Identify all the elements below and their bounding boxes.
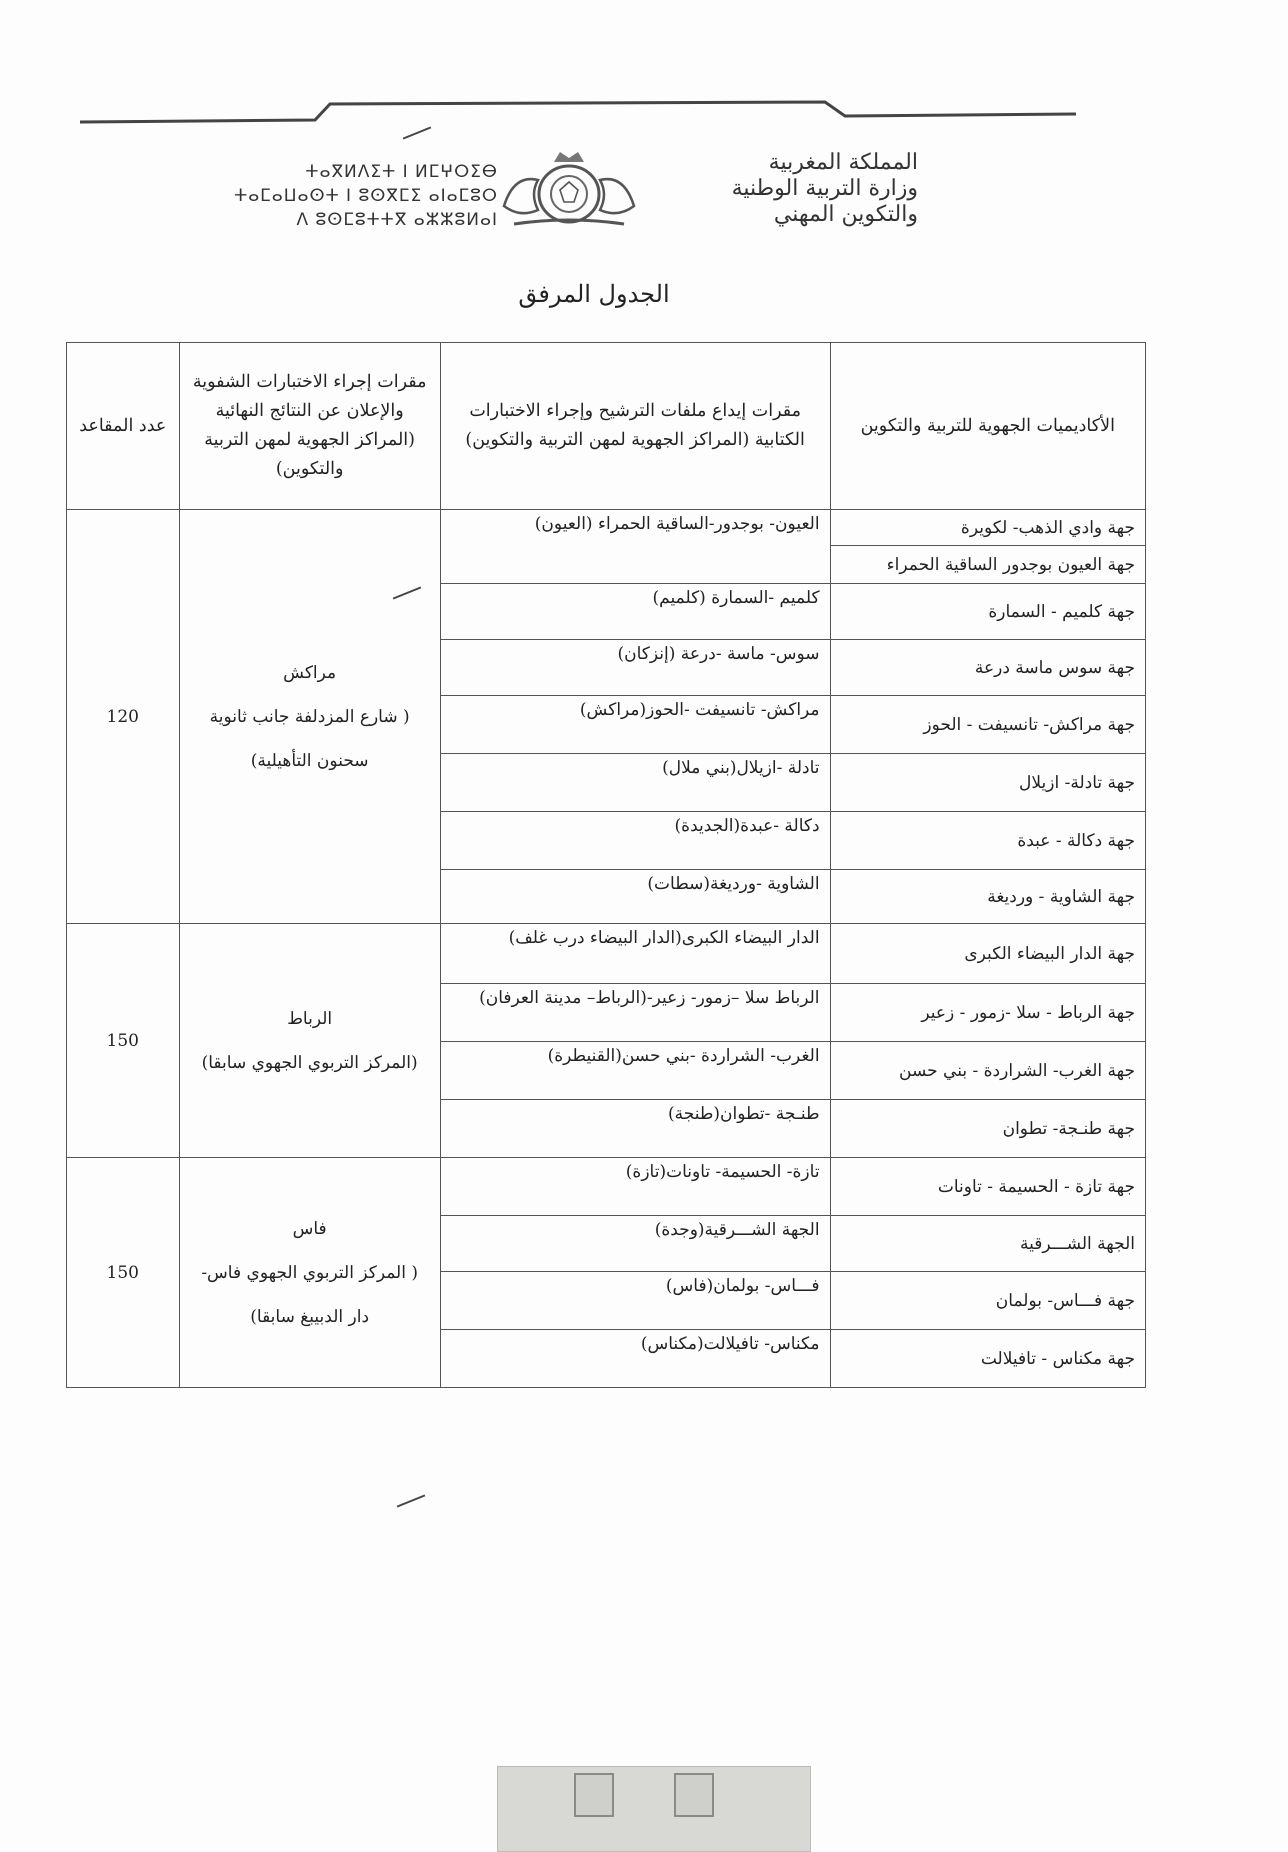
written-center-cell: دكالة -عبدة(الجديدة): [440, 812, 830, 870]
footer-stamp: [497, 1766, 811, 1852]
tifinagh-line: ⵜⴰⴳⵍⴷⵉⵜ ⵏ ⵍⵎⵖⵔⵉⴱ: [305, 162, 498, 182]
header-written-exam-centers: مقرات إيداع ملفات الترشيح وإجراء الاختبارات الكتابية (المراكز الجهوية لمهن التربية والتكوين): [440, 343, 830, 510]
region-cell: جهة الشاوية - ورديغة: [830, 870, 1145, 924]
written-center-cell: الدار البيضاء الكبرى(الدار البيضاء درب غلف): [440, 924, 830, 984]
region-cell: جهة مكناس - تافيلالت: [830, 1330, 1145, 1388]
oral-center-line: ( شارع المزدلفة جانب ثانوية: [209, 706, 410, 727]
oral-center-line: ( المركز التربوي الجهوي فاس-: [201, 1262, 418, 1283]
region-cell: جهة كلميم - السمارة: [830, 584, 1145, 640]
ministry-line: وزارة التربية الوطنية: [731, 176, 918, 201]
written-center-cell: مراكش- تانسيفت -الحوز(مراكش): [440, 696, 830, 754]
region-cell: جهة العيون بوجدور الساقية الحمراء: [830, 546, 1145, 584]
table-body: [67, 510, 1146, 1388]
header-oral-exam-centers: مقرات إجراء الاختبارات الشفوية والإعلان عن النتائج النهائية (المراكز الجهوية لمهن التربية والتكوين): [179, 343, 440, 510]
ministry-name-arabic: [658, 150, 918, 228]
table-header-row: [67, 343, 1146, 510]
region-cell: جهة الرباط - سلا -زمور - زعير: [830, 984, 1145, 1042]
seat-count-cell: 150: [67, 924, 180, 1158]
table-row: [67, 924, 1146, 984]
oral-center-line: مراكش: [283, 662, 337, 683]
stamp-mark-icon: [574, 1773, 614, 1817]
oral-center-cell: [179, 1158, 440, 1388]
region-cell: جهة طنـجة- تطوان: [830, 1100, 1145, 1158]
written-center-cell: كلميم -السمارة (كلميم): [440, 584, 830, 640]
written-center-cell: مكناس- تافيلالت(مكناس): [440, 1330, 830, 1388]
written-center-cell: الشاوية -ورديغة(سطات): [440, 870, 830, 924]
region-cell: جهة فـــاس- بولمان: [830, 1272, 1145, 1330]
ministry-name-tifinagh: [198, 160, 498, 232]
pen-mark: [403, 126, 432, 139]
seat-count-cell: 150: [67, 1158, 180, 1388]
region-cell: جهة الدار البيضاء الكبرى: [830, 924, 1145, 984]
region-cell: جهة الغرب- الشراردة - بني حسن: [830, 1042, 1145, 1100]
header-seat-count: عدد المقاعد: [67, 343, 180, 510]
oral-center-line: فاس: [292, 1218, 327, 1239]
written-center-cell: فـــاس- بولمان(فاس): [440, 1272, 830, 1330]
oral-center-line: دار الدبيبغ سابقا): [250, 1306, 370, 1327]
header-rule: [80, 98, 1076, 128]
region-cell: جهة دكالة - عبدة: [830, 812, 1145, 870]
table-row: [67, 1158, 1146, 1216]
written-center-cell: الغرب- الشراردة -بني حسن(القنيطرة): [440, 1042, 830, 1100]
written-center-cell: تادلة -ازيلال(بني ملال): [440, 754, 830, 812]
ministry-line: والتكوين المهني: [773, 202, 918, 227]
academies-table: [66, 342, 1146, 1388]
region-cell: جهة تازة - الحسيمة - تاونات: [830, 1158, 1145, 1216]
tifinagh-line: ⵜⴰⵎⴰⵡⴰⵙⵜ ⵏ ⵓⵙⴳⵎⵉ ⴰⵏⴰⵎⵓⵔ: [234, 186, 498, 206]
region-cell: الجهة الشـــرقية: [830, 1216, 1145, 1272]
royal-emblem-icon: [494, 146, 644, 230]
region-cell: جهة تادلة- ازيلال: [830, 754, 1145, 812]
tifinagh-line: ⴷ ⵓⵙⵎⵓⵜⵜⴳ ⴰⵣⵣⵓⵍⴰⵏ: [296, 210, 498, 230]
oral-center-line: سحنون التأهيلية): [250, 750, 369, 771]
seat-count-cell: 120: [67, 510, 180, 924]
region-cell: جهة سوس ماسة درعة: [830, 640, 1145, 696]
written-center-cell: العيون- بوجدور-الساقية الحمراء (العيون): [440, 510, 830, 584]
region-cell: جهة وادي الذهب- لكويرة: [830, 510, 1145, 546]
written-center-cell: تازة- الحسيمة- تاونات(تازة): [440, 1158, 830, 1216]
oral-center-line: (المركز التربوي الجهوي سابقا): [201, 1052, 418, 1073]
oral-center-cell: [179, 924, 440, 1158]
stamp-mark-icon: [674, 1773, 714, 1817]
page-title: الجدول المرفق: [518, 280, 670, 308]
pen-mark: [397, 1494, 426, 1507]
oral-center-cell: [179, 510, 440, 924]
written-center-cell: الرباط سلا –زمور- زعير-(الرباط– مدينة العرفان): [440, 984, 830, 1042]
written-center-cell: سوس- ماسة -درعة (إنزكان): [440, 640, 830, 696]
written-center-cell: الجهة الشـــرقية(وجدة): [440, 1216, 830, 1272]
written-center-cell: طنـجة -تطوان(طنجة): [440, 1100, 830, 1158]
oral-center-line: الرباط: [287, 1008, 333, 1029]
ministry-line: المملكة المغربية: [768, 150, 918, 175]
table-row: [67, 510, 1146, 546]
region-cell: جهة مراكش- تانسيفت - الحوز: [830, 696, 1145, 754]
header-regional-academies: الأكاديميات الجهوية للتربية والتكوين: [830, 343, 1145, 510]
